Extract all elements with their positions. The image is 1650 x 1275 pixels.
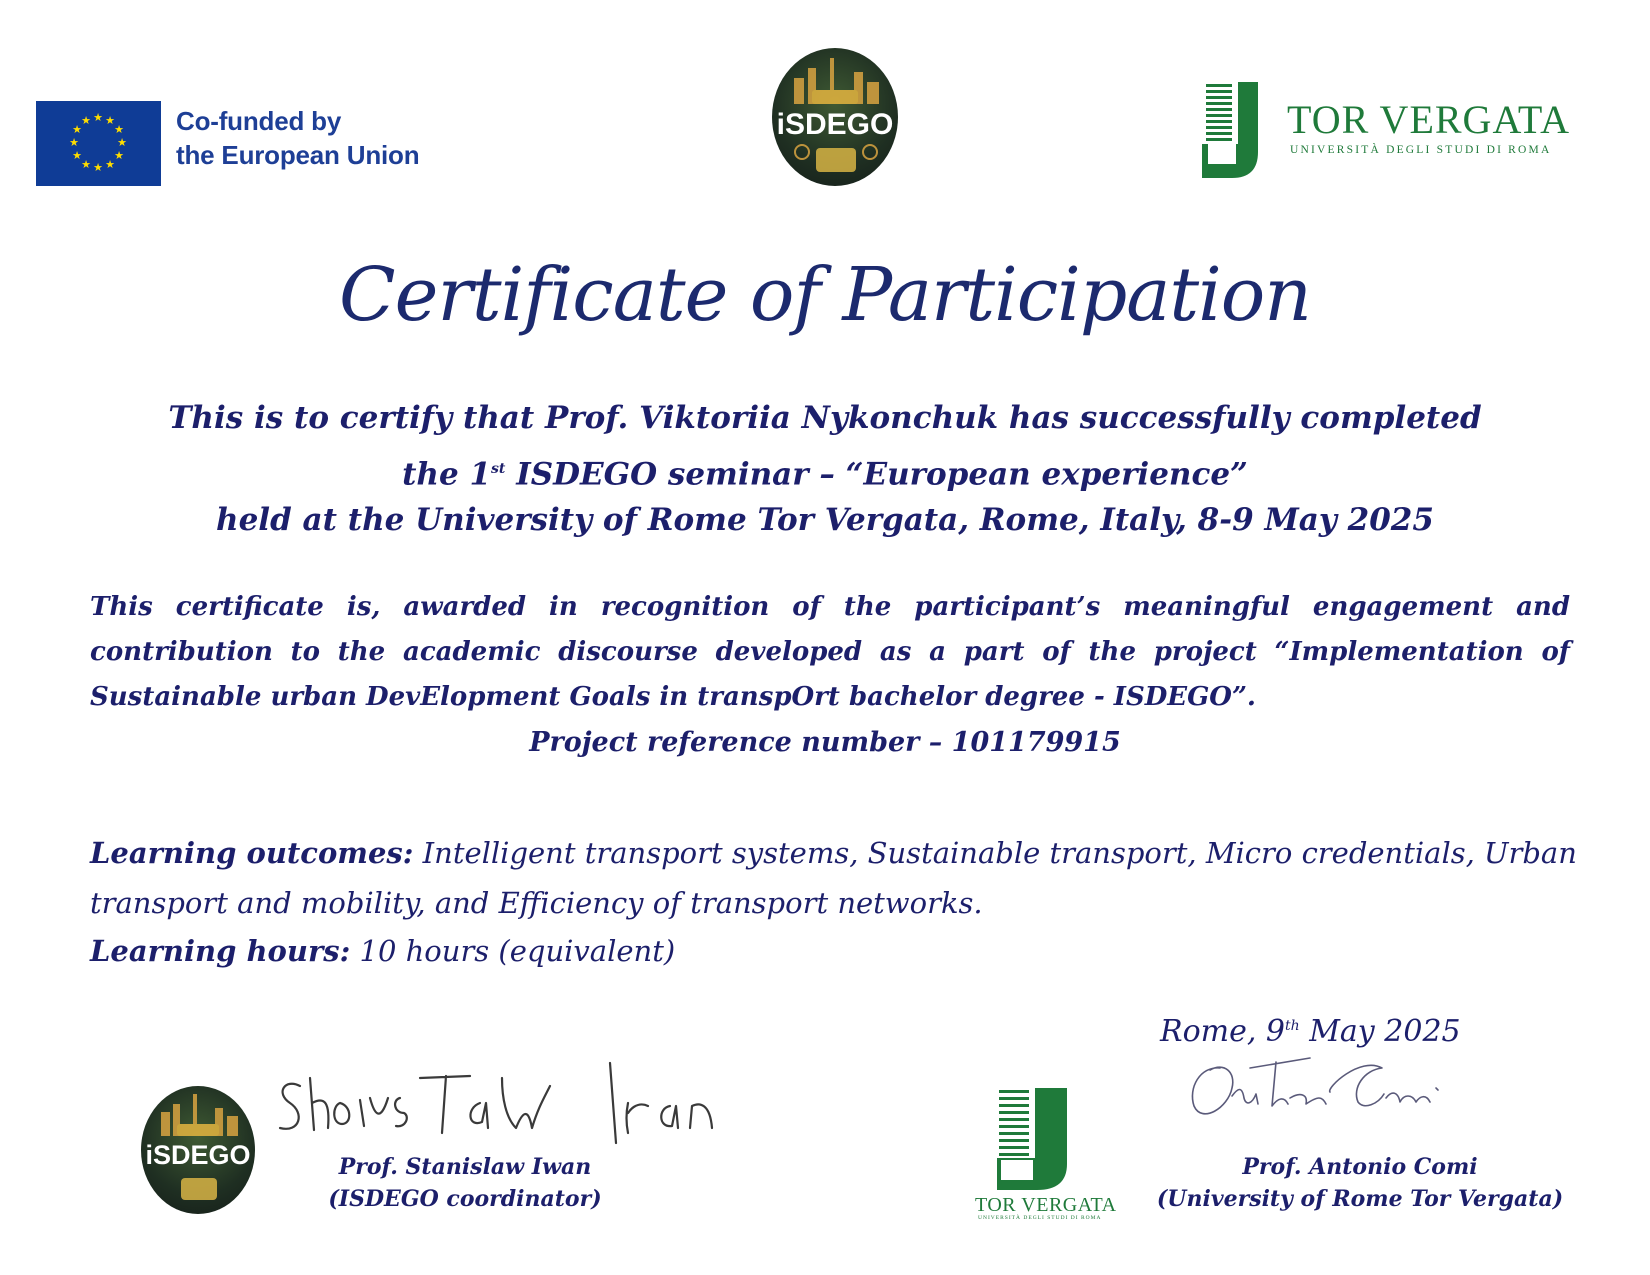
- certify-line-2-post: ISDEGO seminar – “European experience”: [505, 456, 1248, 493]
- certify-line-2-sup: st: [491, 461, 506, 477]
- learning-outcomes-label: Learning outcomes:: [90, 836, 414, 870]
- tor-vergata-subtitle: UNIVERSITÀ DEGLI STUDI DI ROMA: [1290, 144, 1552, 156]
- svg-text:★: ★: [93, 161, 103, 174]
- issue-date: [1160, 1014, 1461, 1049]
- certify-line-3: held at the University of Rome Tor Vergata, Rome, Italy, 8-9 May 2025: [216, 502, 1434, 538]
- svg-text:★: ★: [117, 136, 127, 149]
- signature-comi: [1180, 1048, 1480, 1128]
- svg-text:★: ★: [114, 149, 124, 162]
- eu-flag-logo: [36, 101, 161, 186]
- award-line-3: Sustainable urban DevElopment Goals in transpOrt bachelor degree - ISDEGO”.: [90, 682, 1256, 712]
- tor-vergata-logo-small: [997, 1088, 1075, 1194]
- signatory-left-name: Prof. Stanislaw Iwan: [338, 1154, 592, 1180]
- signatory-right-role: (University of Rome Tor Vergata): [1156, 1186, 1564, 1212]
- svg-text:★: ★: [72, 149, 82, 162]
- svg-text:★: ★: [81, 158, 91, 171]
- certify-line-1: This is to certify that Prof. Viktoriia Nykonchuk has successfully completed: [168, 400, 1482, 436]
- award-paragraph: [90, 585, 1570, 720]
- signatory-right: [1140, 1151, 1580, 1215]
- certify-line-2-pre: the 1: [402, 456, 492, 493]
- award-line-2: contribution to the academic discourse developed as a part of the project “Implementation of: [90, 637, 1570, 667]
- svg-text:★: ★: [72, 123, 82, 136]
- tor-vergata-name: TOR VERGATA: [1287, 97, 1571, 142]
- date-post: May 2025: [1299, 1014, 1461, 1049]
- project-reference: Project reference number – 101179915: [529, 727, 1121, 758]
- award-line-1: This certificate is, awarded in recognition of the participant’s meaningful engagement and: [90, 592, 1570, 622]
- date-pre: Rome, 9: [1160, 1014, 1286, 1049]
- date-sup: th: [1285, 1018, 1300, 1034]
- isdego-logo-small: [141, 1086, 255, 1214]
- svg-text:★: ★: [114, 123, 124, 136]
- signatory-left-role: (ISDEGO coordinator): [328, 1186, 602, 1212]
- tor-vergata-subtitle-small: UNIVERSITÀ DEGLI STUDI DI ROMA: [978, 1215, 1102, 1221]
- learning-outcomes: [90, 828, 1590, 928]
- learning-hours: [90, 934, 675, 968]
- eu-label-line1: Co-funded by: [176, 106, 342, 136]
- isdego-logo-label: iSDEGO: [776, 108, 894, 141]
- svg-text:★: ★: [93, 111, 103, 124]
- certify-line-2: [0, 443, 1650, 500]
- tor-vergata-name-small: TOR VERGATA: [975, 1194, 1117, 1216]
- svg-text:★: ★: [69, 136, 79, 149]
- signatory-left: [315, 1151, 615, 1215]
- signatory-right-name: Prof. Antonio Comi: [1242, 1154, 1478, 1180]
- svg-text:★: ★: [105, 158, 115, 171]
- svg-text:★: ★: [81, 114, 91, 127]
- certificate-title: Certificate of Participation: [339, 252, 1311, 338]
- eu-cofunded-label: [176, 104, 419, 172]
- learning-hours-text: 10 hours (equivalent): [350, 934, 676, 968]
- eu-label-line2: the European Union: [176, 140, 420, 170]
- isdego-logo-small-label: iSDEGO: [145, 1140, 251, 1170]
- isdego-logo: [772, 48, 898, 186]
- svg-text:★: ★: [105, 114, 115, 127]
- learning-hours-label: Learning hours:: [90, 934, 351, 968]
- learning-outcomes-text: Intelligent transport systems, Sustainable transport, Micro credentials, Urban transport and mobility, and Efficiency of transport networks.: [90, 836, 1577, 920]
